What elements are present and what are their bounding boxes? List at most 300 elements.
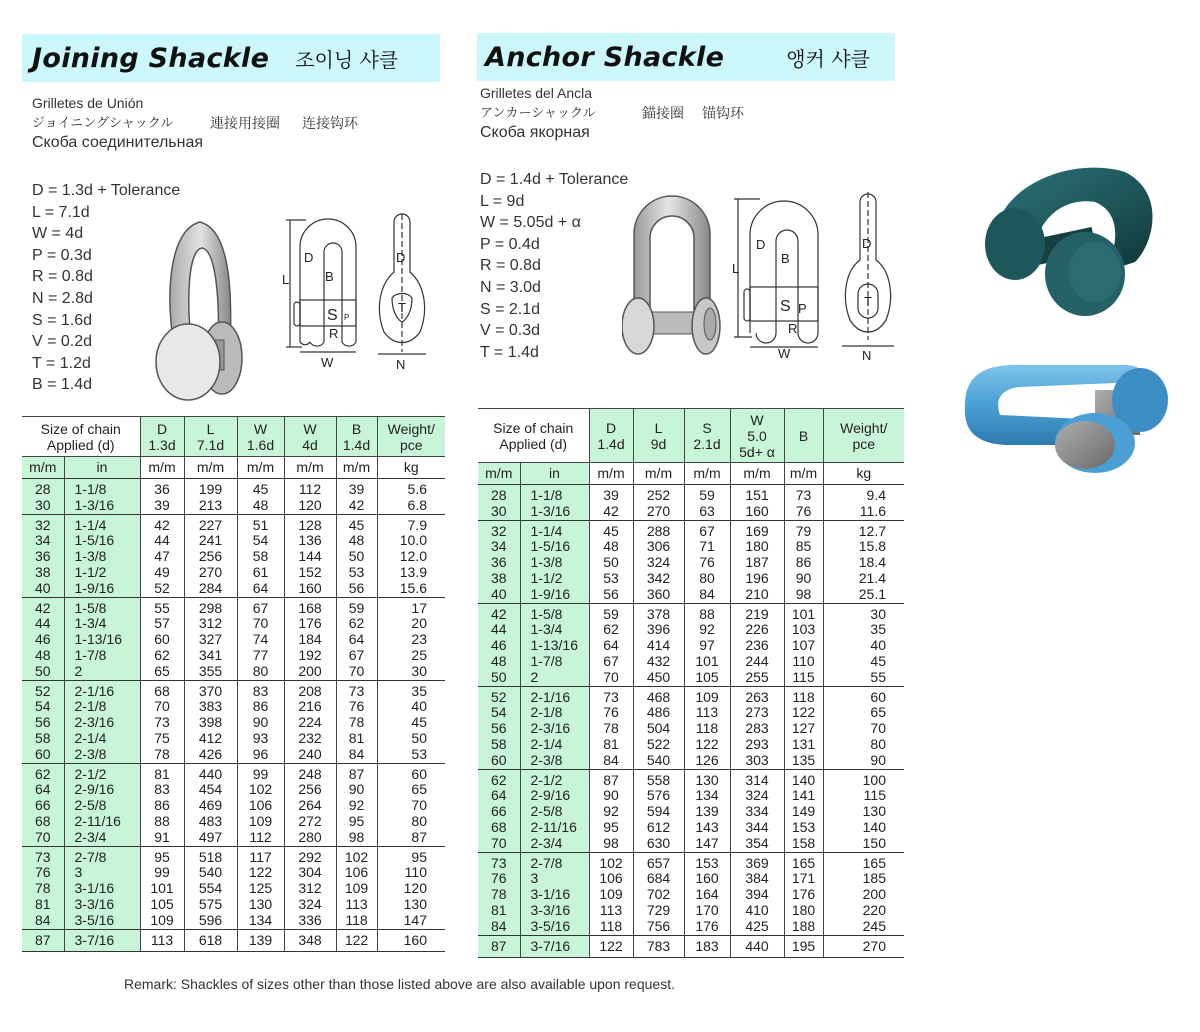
col-l-cell: 241 — [184, 533, 237, 549]
joining-names — [32, 93, 452, 155]
size-in-cell: 3-5/16 — [520, 919, 589, 935]
col-w2-cell: 440 — [730, 935, 784, 958]
col-w2-cell: 144 — [284, 549, 336, 565]
size-in-cell: 2-3/8 — [520, 753, 589, 769]
column-header-w2 — [284, 417, 336, 457]
col-weight-cell: 65 — [377, 782, 445, 798]
header-text: 1.4d — [597, 435, 625, 452]
col-b-cell: 98 — [784, 587, 823, 603]
unit-label: kg — [377, 457, 445, 479]
col-b-cell: 153 — [784, 820, 823, 836]
size-mm-cell: 84 — [478, 919, 520, 935]
col-w-cell: 63 — [684, 504, 730, 520]
col-w2-cell: 263 — [730, 686, 784, 705]
col-l-cell: 702 — [633, 887, 684, 903]
col-d-cell: 47 — [140, 549, 184, 565]
size-mm-cell: 54 — [22, 699, 64, 715]
table-row — [478, 654, 904, 670]
table-row — [478, 804, 904, 820]
col-d-cell: 70 — [140, 699, 184, 715]
col-weight-cell: 220 — [823, 903, 904, 919]
size-in-cell: 1-3/16 — [520, 504, 589, 520]
size-in-cell: 3 — [64, 865, 140, 881]
col-d-cell: 95 — [140, 846, 184, 865]
table-row — [22, 929, 445, 952]
diagram-label-d: D — [304, 250, 314, 265]
col-d-cell: 113 — [589, 903, 633, 919]
size-in-cell: 2-9/16 — [64, 782, 140, 798]
col-w2-cell: 324 — [730, 788, 784, 804]
formula: L = 9d — [480, 192, 525, 210]
size-mm-cell: 70 — [22, 830, 64, 846]
col-b-cell: 109 — [336, 881, 377, 897]
col-weight-cell: 30 — [377, 664, 445, 680]
table-row — [22, 680, 445, 699]
col-l-cell: 469 — [184, 798, 237, 814]
diagram-label-d: D — [396, 250, 406, 265]
col-d-cell: 48 — [589, 539, 633, 555]
col-l-cell: 396 — [633, 622, 684, 638]
col-weight-cell: 270 — [823, 935, 904, 958]
size-mm-cell: 66 — [22, 798, 64, 814]
col-l-cell: 341 — [184, 648, 237, 664]
col-weight-cell: 90 — [823, 753, 904, 769]
col-weight-cell: 25.1 — [823, 587, 904, 603]
col-d-cell: 90 — [589, 788, 633, 804]
size-in-cell: 1-7/8 — [64, 648, 140, 664]
anchor-side-drawing — [838, 190, 898, 365]
col-b-cell: 118 — [784, 686, 823, 705]
col-w2-cell: 200 — [284, 664, 336, 680]
header-text: D — [156, 420, 168, 437]
anchor-name-russian: Скоба якорная — [480, 124, 590, 141]
col-w2-cell: 224 — [284, 715, 336, 731]
col-d-cell: 57 — [140, 616, 184, 632]
size-in-cell: 3-1/16 — [64, 881, 140, 897]
col-weight-cell: 35 — [377, 680, 445, 699]
col-d-cell: 56 — [589, 587, 633, 603]
unit-label: in — [64, 457, 140, 479]
unit-label: m/m — [237, 457, 284, 479]
col-b-cell: 122 — [336, 929, 377, 952]
size-in-cell: 1-9/16 — [520, 587, 589, 603]
col-weight-cell: 25 — [377, 648, 445, 664]
col-b-cell: 180 — [784, 903, 823, 919]
size-mm-cell: 68 — [478, 820, 520, 836]
col-w-cell: 74 — [237, 632, 284, 648]
col-w2-cell: 219 — [730, 603, 784, 622]
col-w2-cell: 240 — [284, 747, 336, 763]
col-d-cell: 55 — [140, 597, 184, 616]
col-b-cell: 50 — [336, 549, 377, 565]
col-d-cell: 91 — [140, 830, 184, 846]
joining-name-japanese: ジョイニングシャックル — [32, 115, 174, 130]
size-in-cell: 1-13/16 — [64, 632, 140, 648]
anchor-spec-table — [478, 408, 904, 958]
table-row — [478, 603, 904, 622]
col-w2-cell: 168 — [284, 597, 336, 616]
col-d-cell: 87 — [589, 769, 633, 788]
col-d-cell: 49 — [140, 565, 184, 581]
size-mm-cell: 46 — [478, 638, 520, 654]
col-w2-cell: 369 — [730, 852, 784, 871]
col-l-cell: 440 — [184, 763, 237, 782]
joining-side-drawing — [372, 212, 432, 372]
col-b-cell: 127 — [784, 721, 823, 737]
column-header-size — [22, 417, 140, 457]
size-mm-cell: 60 — [22, 747, 64, 763]
col-d-cell: 67 — [589, 654, 633, 670]
col-l-cell: 497 — [184, 830, 237, 846]
col-d-cell: 122 — [589, 935, 633, 958]
size-mm-cell: 70 — [478, 836, 520, 852]
size-in-cell: 2-1/4 — [64, 731, 140, 747]
column-header-weight — [377, 417, 445, 457]
col-w2-cell: 348 — [284, 929, 336, 952]
size-mm-cell: 28 — [22, 479, 64, 498]
remark-note: Remark: Shackles of sizes other than those listed above are also available upon request. — [124, 976, 675, 992]
col-w-cell: 84 — [684, 587, 730, 603]
col-l-cell: 756 — [633, 919, 684, 935]
col-d-cell: 52 — [140, 581, 184, 597]
col-w2-cell: 192 — [284, 648, 336, 664]
col-weight-cell: 115 — [823, 788, 904, 804]
header-text: 4d — [302, 436, 318, 453]
col-w-cell: 164 — [684, 887, 730, 903]
col-d-cell: 84 — [589, 753, 633, 769]
size-mm-cell: 78 — [478, 887, 520, 903]
col-w2-cell: 187 — [730, 555, 784, 571]
col-weight-cell: 120 — [377, 881, 445, 897]
size-mm-cell: 58 — [22, 731, 64, 747]
size-in-cell: 3-3/16 — [64, 897, 140, 913]
size-in-cell: 2-1/2 — [64, 763, 140, 782]
col-w-cell: 109 — [684, 686, 730, 705]
table-row — [478, 820, 904, 836]
col-b-cell: 149 — [784, 804, 823, 820]
diagram-label-l: L — [732, 261, 740, 276]
col-w-cell: 130 — [684, 769, 730, 788]
col-l-cell: 450 — [633, 670, 684, 686]
col-b-cell: 118 — [336, 913, 377, 929]
col-w-cell: 58 — [237, 549, 284, 565]
col-w-cell: 113 — [684, 705, 730, 721]
table-row — [478, 539, 904, 555]
col-weight-cell: 9.4 — [823, 485, 904, 504]
column-header-b — [336, 417, 377, 457]
col-b-cell: 79 — [784, 520, 823, 539]
col-l-cell: 596 — [184, 913, 237, 929]
formula: T = 1.4d — [480, 343, 539, 361]
size-mm-cell: 56 — [478, 721, 520, 737]
joining-name-russian: Скоба соединительная — [32, 134, 204, 151]
size-in-cell: 2-1/2 — [520, 769, 589, 788]
size-in-cell: 2-1/16 — [520, 686, 589, 705]
col-b-cell: 87 — [336, 763, 377, 782]
col-w2-cell: 303 — [730, 753, 784, 769]
unit-label: m/m — [633, 463, 684, 485]
col-w-cell: 105 — [684, 670, 730, 686]
col-weight-cell: 40 — [377, 699, 445, 715]
table-row — [478, 670, 904, 686]
col-l-cell: 618 — [184, 929, 237, 952]
col-weight-cell: 100 — [823, 769, 904, 788]
col-w2-cell: 354 — [730, 836, 784, 852]
formula: P = 0.3d — [32, 246, 92, 264]
col-b-cell: 59 — [336, 597, 377, 616]
col-w2-cell: 312 — [284, 881, 336, 897]
col-b-cell: 95 — [336, 814, 377, 830]
header-text: L — [206, 420, 215, 437]
table-row — [22, 881, 445, 897]
col-w-cell: 126 — [684, 753, 730, 769]
col-weight-cell: 130 — [377, 897, 445, 913]
col-d-cell: 76 — [589, 705, 633, 721]
header-text: W — [303, 420, 317, 437]
size-mm-cell: 40 — [22, 581, 64, 597]
col-d-cell: 42 — [140, 514, 184, 533]
col-w-cell: 99 — [237, 763, 284, 782]
formula: R = 0.8d — [480, 257, 541, 275]
col-w-cell: 59 — [684, 485, 730, 504]
unit-label: m/m — [730, 463, 784, 485]
col-b-cell: 135 — [784, 753, 823, 769]
col-w-cell: 80 — [684, 571, 730, 587]
col-d-cell: 98 — [589, 836, 633, 852]
header-text: Size of chain — [493, 419, 574, 436]
size-mm-cell: 66 — [478, 804, 520, 820]
size-mm-cell: 50 — [22, 664, 64, 680]
col-d-cell: 59 — [589, 603, 633, 622]
col-w-cell: 160 — [684, 871, 730, 887]
col-w-cell: 130 — [237, 897, 284, 913]
header-text: 9d — [650, 435, 667, 452]
size-mm-cell: 34 — [22, 533, 64, 549]
unit-label: m/m — [140, 457, 184, 479]
diagram-label-n: N — [396, 357, 406, 372]
col-weight-cell: 130 — [823, 804, 904, 820]
col-b-cell: 140 — [784, 769, 823, 788]
size-in-cell: 1-5/8 — [520, 603, 589, 622]
size-mm-cell: 30 — [478, 504, 520, 520]
col-d-cell: 113 — [140, 929, 184, 952]
col-w-cell: 93 — [237, 731, 284, 747]
table-row — [478, 485, 904, 504]
joining-title-bar — [22, 34, 440, 82]
col-b-cell: 131 — [784, 737, 823, 753]
table-row — [478, 871, 904, 887]
size-in-cell: 1-3/4 — [64, 616, 140, 632]
size-in-cell: 2-1/8 — [64, 699, 140, 715]
col-b-cell: 64 — [336, 632, 377, 648]
size-in-cell: 3-7/16 — [520, 935, 589, 958]
col-d-cell: 53 — [589, 571, 633, 587]
formula: T = 1.2d — [32, 354, 91, 372]
col-w-cell: 170 — [684, 903, 730, 919]
diagram-label-t: T — [398, 300, 406, 315]
col-w2-cell: 196 — [730, 571, 784, 587]
col-w2-cell: 410 — [730, 903, 784, 919]
col-b-cell: 171 — [784, 871, 823, 887]
col-b-cell: 48 — [336, 533, 377, 549]
col-weight-cell: 45 — [823, 654, 904, 670]
diagram-label-p: P — [344, 313, 350, 322]
col-w2-cell: 160 — [730, 504, 784, 520]
table-row — [22, 865, 445, 881]
size-in-cell: 2-1/8 — [520, 705, 589, 721]
header-text: 2.1d — [693, 435, 721, 452]
col-weight-cell: 40 — [823, 638, 904, 654]
col-d-cell: 75 — [140, 731, 184, 747]
size-mm-cell: 36 — [22, 549, 64, 565]
size-mm-cell: 28 — [478, 485, 520, 504]
unit-label: m/m — [478, 463, 520, 485]
formula: S = 1.6d — [32, 311, 93, 329]
formula: W = 5.05d + α — [480, 214, 581, 232]
col-b-cell: 85 — [784, 539, 823, 555]
size-mm-cell: 38 — [22, 565, 64, 581]
col-w2-cell: 226 — [730, 622, 784, 638]
table-row — [22, 581, 445, 597]
col-b-cell: 122 — [784, 705, 823, 721]
table-row — [22, 715, 445, 731]
size-mm-cell: 58 — [478, 737, 520, 753]
size-mm-cell: 40 — [478, 587, 520, 603]
table-row — [22, 597, 445, 616]
size-mm-cell: 78 — [22, 881, 64, 897]
col-b-cell: 101 — [784, 603, 823, 622]
table-row — [478, 769, 904, 788]
col-d-cell: 39 — [589, 485, 633, 504]
header-text: pce — [399, 436, 423, 453]
col-w-cell: 97 — [684, 638, 730, 654]
table-row — [478, 887, 904, 903]
joining-title: Joining Shackle — [32, 42, 270, 74]
table-row — [22, 664, 445, 680]
size-mm-cell: 64 — [22, 782, 64, 798]
col-w-cell: 67 — [684, 520, 730, 539]
col-weight-cell: 5.6 — [377, 479, 445, 498]
col-b-cell: 73 — [784, 485, 823, 504]
size-mm-cell: 62 — [478, 769, 520, 788]
size-mm-cell: 38 — [478, 571, 520, 587]
col-weight-cell: 140 — [823, 820, 904, 836]
table-row — [22, 798, 445, 814]
size-mm-cell: 44 — [478, 622, 520, 638]
col-d-cell: 101 — [140, 881, 184, 897]
anchor-formulas — [480, 169, 628, 363]
col-b-cell: 188 — [784, 919, 823, 935]
col-weight-cell: 17 — [377, 597, 445, 616]
diagram-label-d: D — [756, 237, 766, 252]
col-d-cell: 68 — [140, 680, 184, 699]
col-w2-cell: 152 — [284, 565, 336, 581]
col-w2-cell: 236 — [730, 638, 784, 654]
col-l-cell: 426 — [184, 747, 237, 763]
table-row — [478, 520, 904, 539]
header-text: 7.1d — [196, 436, 225, 453]
anchor-shackle-illustration — [622, 194, 722, 364]
size-in-cell: 2-7/8 — [64, 846, 140, 865]
size-in-cell: 1-3/8 — [64, 549, 140, 565]
col-w-cell: 117 — [237, 846, 284, 865]
table-row — [478, 903, 904, 919]
size-mm-cell: 87 — [478, 935, 520, 958]
diagram-label-w: W — [778, 346, 791, 361]
size-mm-cell: 62 — [22, 763, 64, 782]
size-mm-cell: 48 — [478, 654, 520, 670]
diagram-label-w: W — [321, 355, 334, 370]
col-w2-cell: 425 — [730, 919, 784, 935]
col-b-cell: 106 — [336, 865, 377, 881]
col-w2-cell: 334 — [730, 804, 784, 820]
col-w2-cell: 283 — [730, 721, 784, 737]
col-weight-cell: 60 — [823, 686, 904, 705]
col-weight-cell: 15.6 — [377, 581, 445, 597]
unit-label: m/m — [684, 463, 730, 485]
col-w2-cell: 280 — [284, 830, 336, 846]
table-row — [478, 737, 904, 753]
joining-table-body — [22, 479, 445, 952]
col-weight-cell: 20 — [377, 616, 445, 632]
diagram-label-t: T — [864, 294, 872, 309]
col-w2-cell: 169 — [730, 520, 784, 539]
header-text: W — [253, 420, 268, 437]
col-l-cell: 252 — [633, 485, 684, 504]
col-w-cell: 147 — [684, 836, 730, 852]
table-row — [22, 830, 445, 846]
size-in-cell: 1-1/8 — [520, 485, 589, 504]
col-d-cell: 81 — [589, 737, 633, 753]
col-weight-cell: 147 — [377, 913, 445, 929]
col-b-cell: 115 — [784, 670, 823, 686]
table-row — [478, 935, 904, 958]
col-weight-cell: 110 — [377, 865, 445, 881]
col-weight-cell: 55 — [823, 670, 904, 686]
col-d-cell: 36 — [140, 479, 184, 498]
col-w2-cell: 255 — [730, 670, 784, 686]
col-weight-cell: 6.8 — [377, 498, 445, 514]
col-d-cell: 109 — [589, 887, 633, 903]
unit-label: m/m — [22, 457, 64, 479]
size-mm-cell: 52 — [478, 686, 520, 705]
col-l-cell: 324 — [633, 555, 684, 571]
joining-title-korean: 조이닝 샤클 — [295, 47, 399, 72]
size-in-cell: 1-1/4 — [520, 520, 589, 539]
col-l-cell: 483 — [184, 814, 237, 830]
col-l-cell: 370 — [184, 680, 237, 699]
size-in-cell: 3-3/16 — [520, 903, 589, 919]
size-in-cell: 1-1/8 — [64, 479, 140, 498]
col-l-cell: 327 — [184, 632, 237, 648]
col-w-cell: 134 — [684, 788, 730, 804]
col-d-cell: 60 — [140, 632, 184, 648]
size-in-cell: 2-3/8 — [64, 747, 140, 763]
col-l-cell: 594 — [633, 804, 684, 820]
table-row — [478, 504, 904, 520]
col-weight-cell: 7.9 — [377, 514, 445, 533]
size-mm-cell: 42 — [478, 603, 520, 622]
anchor-name-japanese: アンカーシャックル — [480, 105, 596, 120]
col-d-cell: 106 — [589, 871, 633, 887]
col-weight-cell: 10.0 — [377, 533, 445, 549]
table-row — [22, 782, 445, 798]
col-b-cell: 70 — [336, 664, 377, 680]
col-l-cell: 288 — [633, 520, 684, 539]
table-row — [478, 721, 904, 737]
col-l-cell: 729 — [633, 903, 684, 919]
col-w-cell: 96 — [237, 747, 284, 763]
